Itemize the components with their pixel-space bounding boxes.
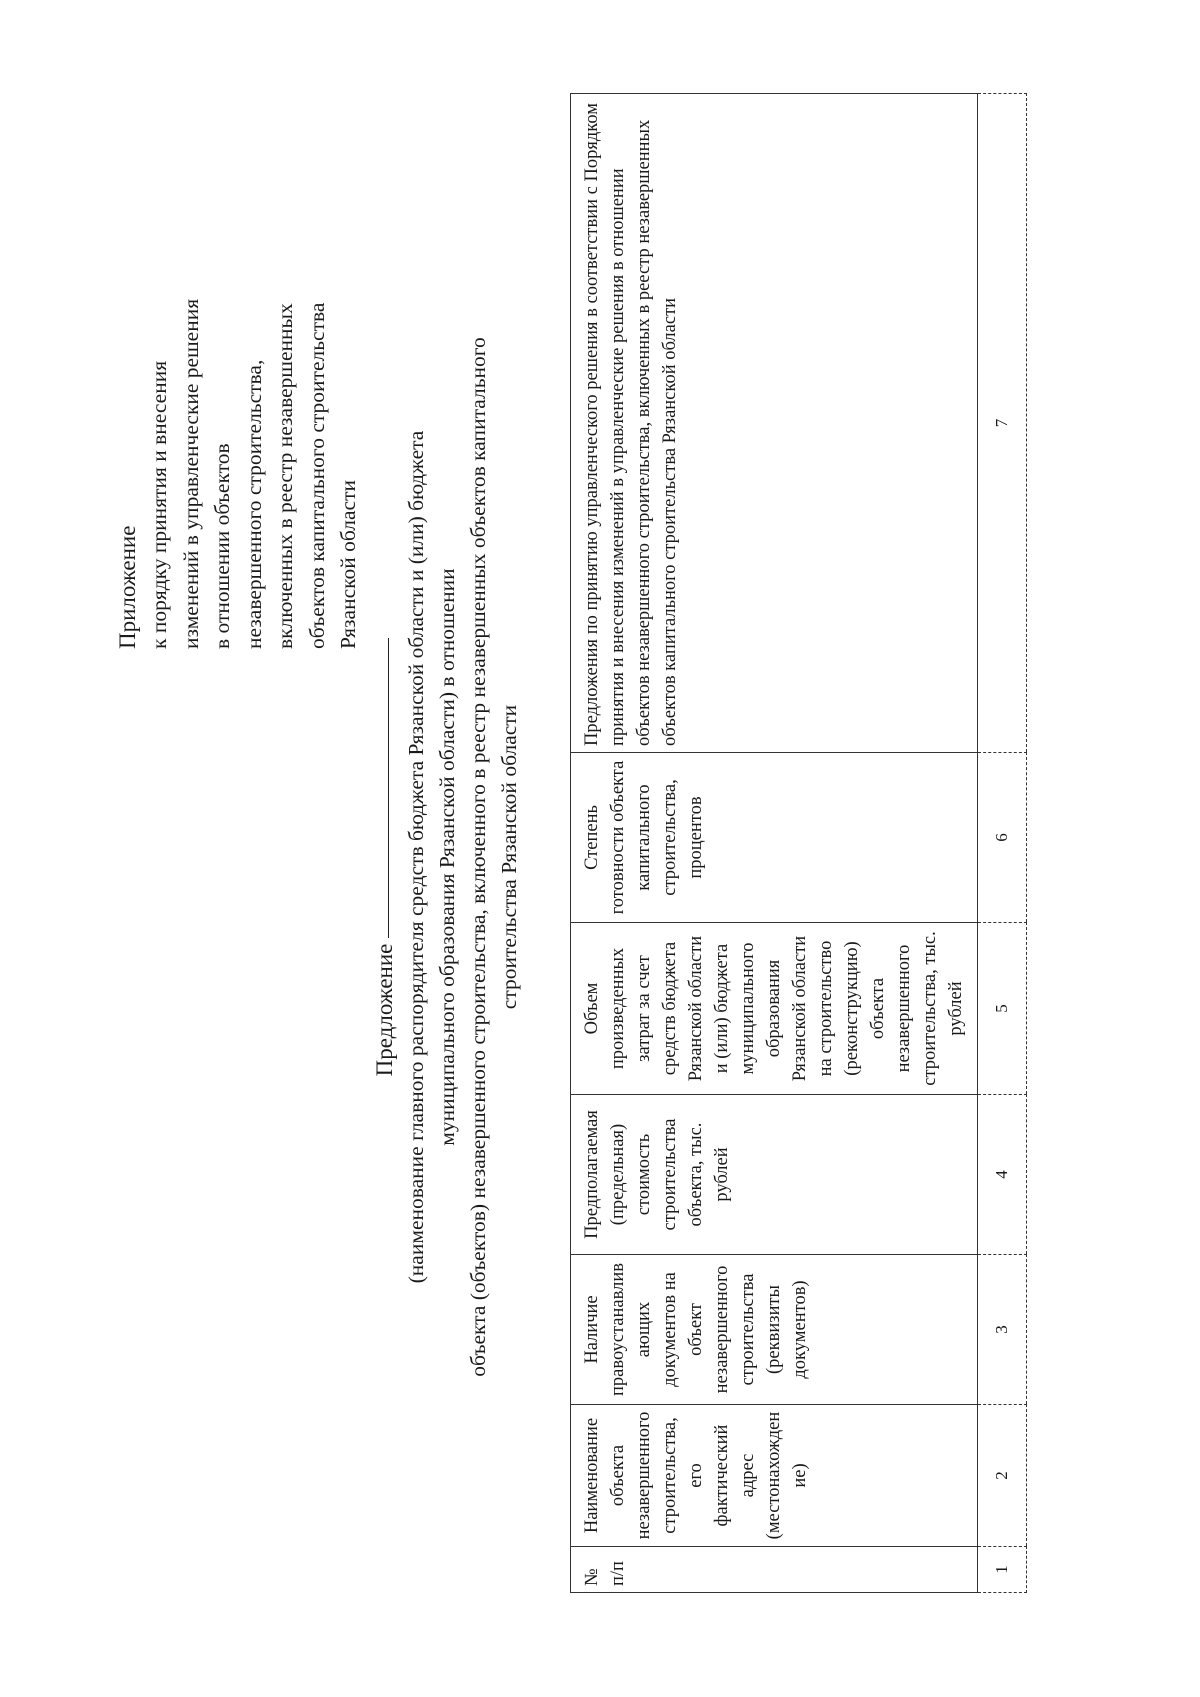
header-readiness: Степень готовности объекта капитального строительства, процентов: [571, 753, 978, 923]
proposal-line: муниципального образования Рязанской области) в отношении: [435, 568, 459, 1146]
appendix-line: в отношении объектов: [210, 443, 234, 649]
column-number: 2: [978, 1405, 1027, 1547]
proposal-title: Предложение: [372, 943, 397, 1077]
proposal-line: объекта (объектов) незавершенного строительства, включенного в реестр незавершенных объектов капитального: [466, 337, 490, 1377]
appendix-block: [112, 49, 365, 649]
table-header-row: [571, 94, 978, 1593]
appendix-line: включенных в реестр незавершенных: [273, 303, 297, 649]
appendix-line: незавершенного строительства,: [241, 359, 266, 649]
column-number: 3: [978, 1255, 1027, 1405]
column-number: 5: [978, 923, 1027, 1095]
header-proposals: Предложения по принятию управленческого решения в соответствии с Порядком принятия и внесения изменений в управленческие решения в отношении объектов незавершенного строительства, включенных в реестр незавершенных объектов капитального строительства Рязанской области: [571, 94, 978, 753]
appendix-line: Рязанской области: [336, 480, 360, 649]
blank-fill-line: [387, 638, 389, 938]
column-number: 1: [978, 1547, 1027, 1593]
table-number-row: [978, 94, 1027, 1593]
register-table: [570, 93, 1027, 1593]
header-estimated-cost: Предполагаемая (предельная) стоимость строительства объекта, тыс. рублей: [571, 1095, 978, 1255]
header-title-documents: Наличие правоустанавливающих документов на объект незавершенного строительства (реквизиты документов): [571, 1255, 978, 1405]
column-number: 6: [978, 753, 1027, 923]
appendix-title: Приложение: [115, 525, 140, 649]
header-number: № п/п: [571, 1547, 978, 1593]
header-object-name: Наименование объекта незавершенного строительства, его фактический адрес (местонахождение): [571, 1405, 978, 1547]
proposal-title-row: [368, 167, 401, 1547]
column-number: 4: [978, 1095, 1027, 1255]
proposal-heading: [368, 167, 525, 1547]
header-costs-incurred: Объем произведенных затрат за счет средств бюджета Рязанской области и (или) бюджета муниципального образования Рязанской области на строительство (реконструкцию) объекта незавершенного строительства, тыс. рублей: [571, 923, 978, 1095]
column-number: 7: [978, 94, 1027, 753]
proposal-line: (наименование главного распорядителя средств бюджета Рязанской области и (или) бюджета: [404, 430, 428, 1284]
appendix-line: изменений в управленческие решения: [178, 298, 203, 649]
proposal-line: строительства Рязанской области: [497, 704, 521, 1010]
appendix-line: к порядку принятия и внесения: [147, 360, 171, 649]
appendix-line: объектов капитального строительства: [304, 302, 329, 649]
